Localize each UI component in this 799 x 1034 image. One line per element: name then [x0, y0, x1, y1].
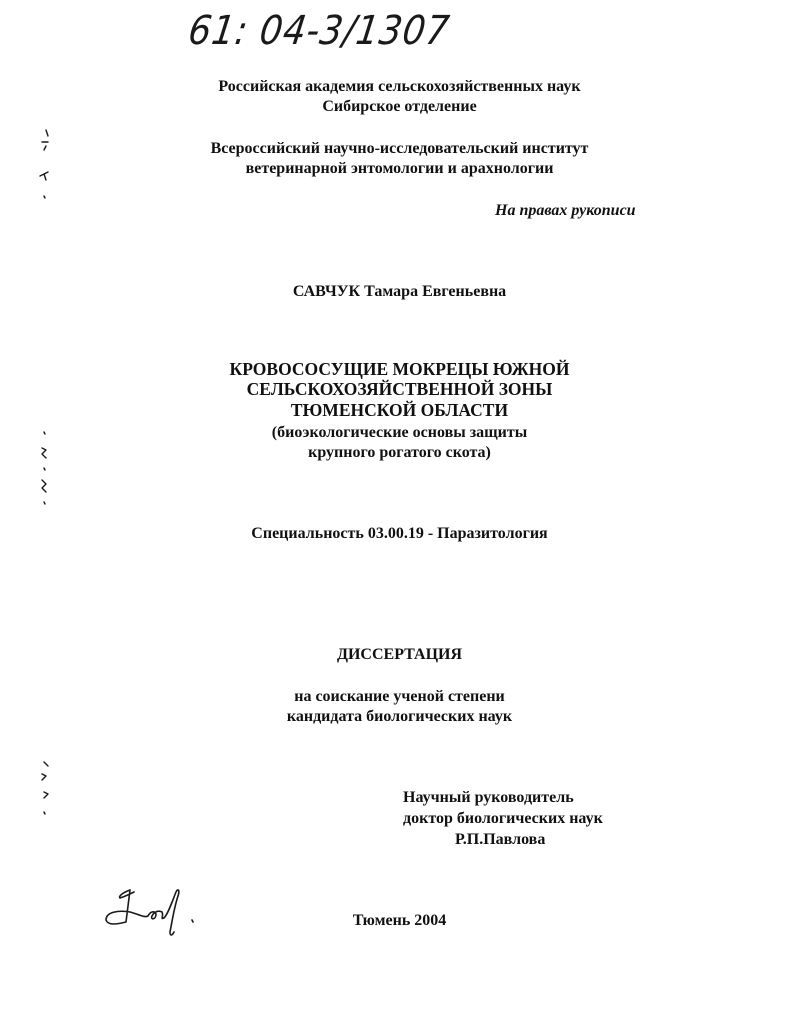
subtitle-line1: (биоэкологические основы защиты	[271, 424, 528, 441]
supervisor-name: Р.П.Павлова	[455, 831, 546, 848]
author-name: САВЧУК Тамара Евгеньевна	[292, 283, 507, 300]
title-line2: СЕЛЬСКОХОЗЯЙСТВЕННОЙ ЗОНЫ	[246, 379, 553, 399]
title-line1: КРОВОСОСУЩИЕ МОКРЕЦЫ ЮЖНОЙ	[229, 359, 570, 379]
subtitle-line2: крупного рогатого скота)	[308, 444, 491, 461]
specialty: Специальность 03.00.19 - Паразитология	[251, 525, 548, 542]
academy-branch: Сибирское отделение	[322, 98, 477, 115]
supervisor-label: Научный руководитель	[403, 789, 574, 806]
institute-name-line1: Всероссийский научно-исследовательский институт	[210, 140, 589, 157]
margin-scan-marks-top	[36, 126, 54, 206]
margin-scan-marks-middle	[36, 428, 54, 508]
title-line3: ТЮМЕНСКОЙ ОБЛАСТИ	[290, 400, 509, 420]
academy-name: Российская академия сельскохозяйственных наук	[218, 78, 581, 95]
document-type: ДИССЕРТАЦИЯ	[336, 646, 463, 663]
institute-name-line2: ветеринарной энтомологии и арахнологии	[245, 160, 554, 177]
supervisor-degree: доктор биологических наук	[403, 810, 603, 827]
degree-line2: кандидата биологических наук	[286, 708, 513, 725]
place-year: Тюмень 2004	[352, 912, 447, 929]
degree-line1: на соискание ученой степени	[294, 688, 505, 705]
margin-scan-marks-bottom	[36, 758, 54, 828]
handwritten-signature	[100, 882, 200, 942]
handwritten-catalog-code: 61: 04-3/1307	[185, 8, 453, 54]
manuscript-note: На правах рукописи	[495, 202, 636, 219]
